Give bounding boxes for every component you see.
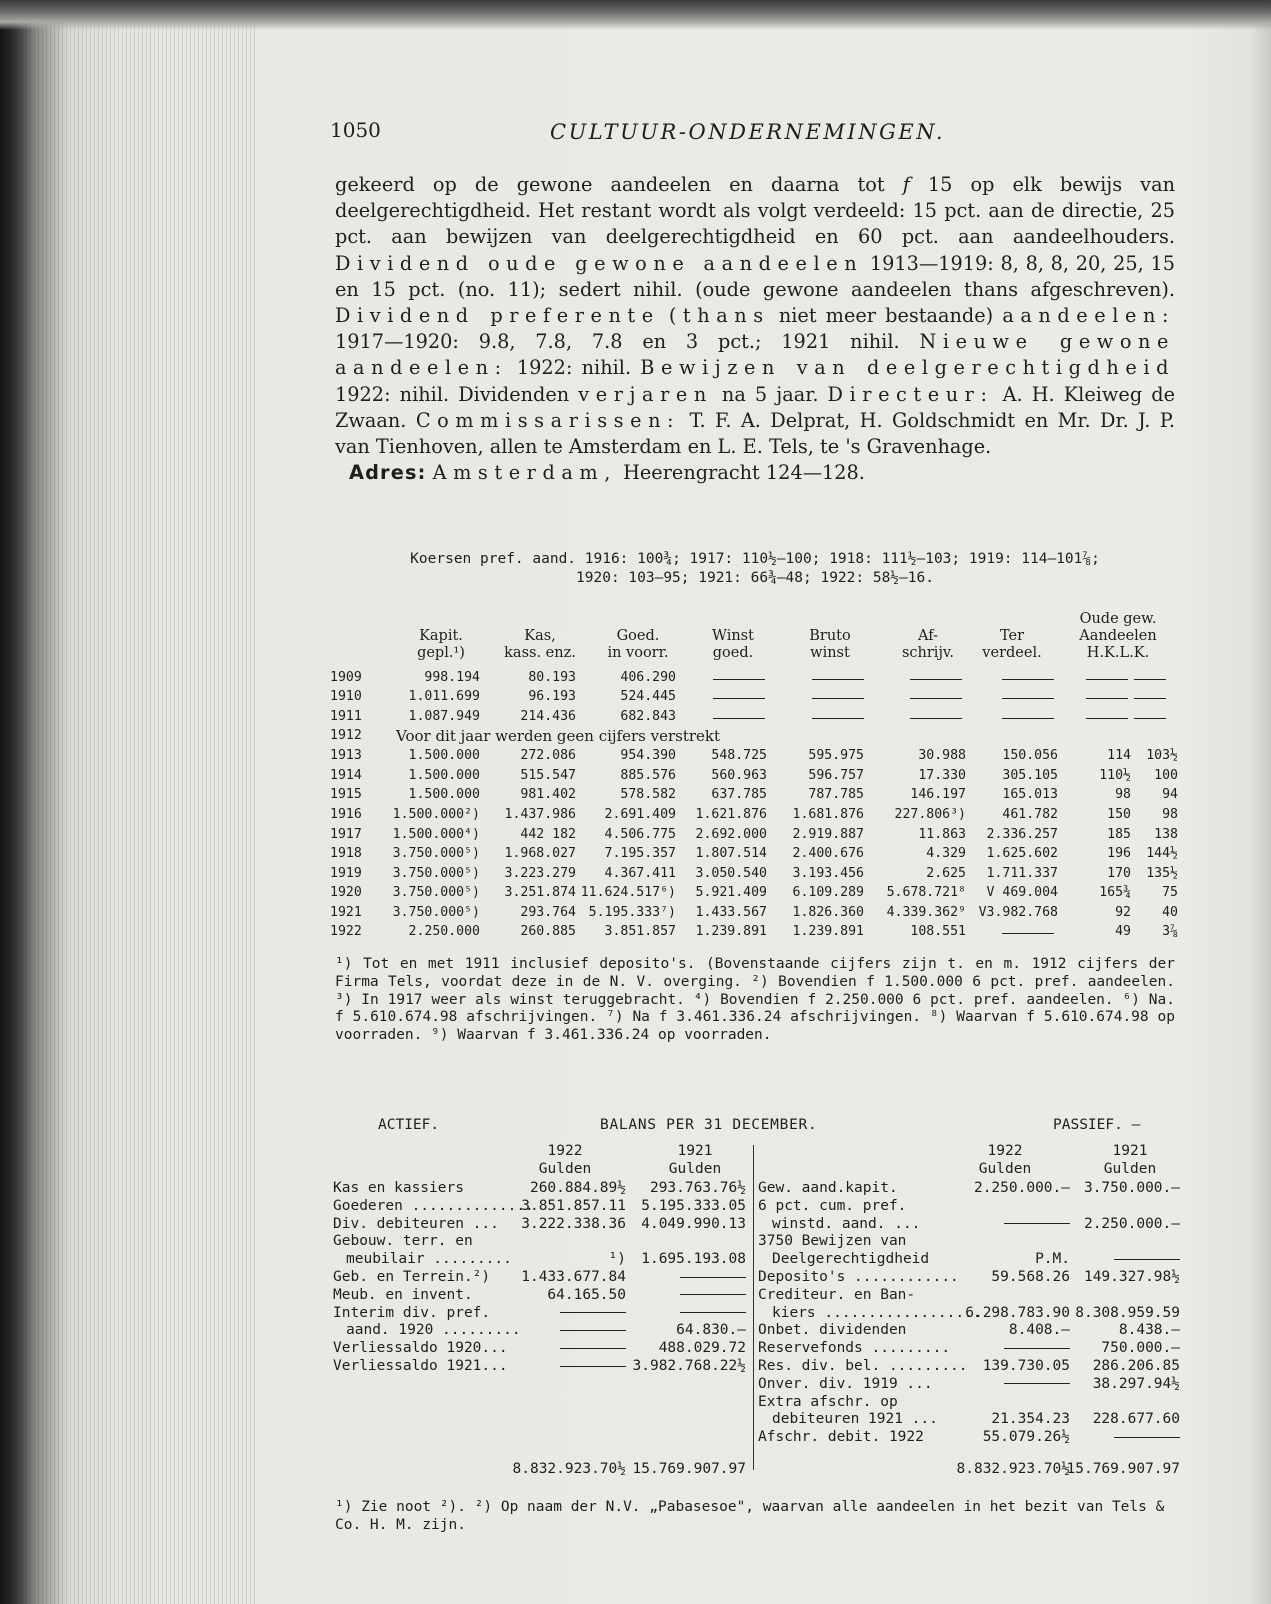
table-row: [330, 885, 1180, 904]
balans-actief-title: ACTIEF.: [378, 1117, 440, 1133]
passief-value-v1921: 38.297.94½: [1092, 1375, 1180, 1392]
actief-value-v1921: 293.763.76½: [649, 1180, 746, 1196]
cell-goed: 2.691.409: [604, 807, 676, 822]
table-row: [330, 905, 1180, 924]
table-row: [330, 748, 1180, 767]
body-paragraph: [335, 172, 1175, 486]
cell-kapit: 1.500.000: [408, 768, 480, 783]
cell-hk: 92: [1115, 905, 1131, 920]
cell-lk: 75: [1162, 885, 1178, 900]
actief-label: Verliessaldo 1921...: [333, 1358, 508, 1374]
actief-value-v1921: 64.830.—: [676, 1322, 746, 1339]
body-text-block: gekeerd op de gewone aandeelen en daarna tot f 15 op elk bewijs van deelgerechtigdheid. Het restant wordt als volgt verdeeld: 15 pct. aan de directie, 25 pct. aan bewijzen van deelgerechtigdheid en 60 pct. aan aandeelhouders. Dividend oude gewone aandeelen 1913—1919: 8, 8, 8, 20, 25, 15 en 15 pct. (no. 11); sedert nihil. (oude gewone aandeelen thans afgeschreven). Dividend preferente (thans niet meer bestaande) aandeelen: 1917—1920: 9.8, 7.8, 7.8 en 3 pct.; 1921 nihil. Nieuwe gewone aandeelen: 1922: nihil. Bewijzen van deelgerechtigdheid 1922: nihil. Dividenden verjaren na 5 jaar. Directeur: A. H. Kleiweg de Zwaan. Commissarissen: T. F. A. Delprat, H. Goldschmidt en Mr. Dr. J. P. van Tienhoven, allen te Amsterdam en L. E. Tels, te 's Gravenhage.: [335, 173, 1175, 459]
cell-bruto: 3.193.456: [792, 866, 864, 881]
passief-value-v1922: 139.730.05: [982, 1358, 1070, 1374]
passief-label: Extra afschr. op: [758, 1393, 898, 1410]
empty-cell-dash: [1086, 718, 1128, 719]
cell-goed: 7.195.357: [604, 846, 676, 861]
cell-lk: 144½: [1146, 846, 1178, 861]
table-row: [330, 924, 1180, 943]
passief-label: kiers ..................: [772, 1304, 982, 1321]
empty-cell-dash: [812, 698, 864, 699]
cell-ter: 305.105: [1002, 768, 1058, 783]
cell-hk: 150: [1107, 807, 1131, 822]
actief-label: Kas en kassiers: [333, 1180, 464, 1196]
cell-goed: 3.851.857: [604, 924, 676, 939]
cell-goed: 954.390: [620, 748, 676, 763]
cell-goed: 11.624.517⁶): [580, 885, 676, 900]
cell-year: 1913: [330, 748, 362, 763]
actief-label: Div. debiteuren ...: [333, 1215, 499, 1232]
cell-lk: 3⅞: [1162, 924, 1178, 939]
passief-label: Onver. div. 1919 ...: [758, 1375, 933, 1392]
cell-year: 1916: [330, 807, 362, 822]
cell-kapit: 3.750.000⁵): [392, 885, 480, 900]
koersen-line-1: Koersen pref. aand. 1916: 100¾; 1917: 110½—100; 1918: 111½—103; 1919: 114—101⅞;: [410, 551, 1100, 567]
cell-kapit: 3.750.000⁵): [392, 905, 480, 920]
balans-footnote: ¹) Zie noot ²). ²) Op naam der N.V. „Pabasesoe", waarvan alle aandeelen in het bezit van Tels & Co. H. M. zijn.: [335, 1499, 1165, 1533]
table-row: [330, 846, 1180, 865]
cell-goed: 885.576: [620, 768, 676, 783]
cell-winst: 560.963: [711, 768, 767, 783]
passief-value-v1922: 55.079.26½: [982, 1429, 1070, 1446]
actief-label: Meub. en invent.: [333, 1286, 473, 1303]
empty-value-dash: [942, 1340, 1070, 1358]
cell-kas: 3.251.874: [504, 885, 576, 900]
cell-kas: 272.086: [520, 748, 576, 763]
cell-winst: 1.621.876: [695, 807, 767, 822]
cell-af: 5.678.721⁸: [886, 885, 966, 900]
actief-label: Geb. en Terrein.²): [333, 1269, 491, 1285]
cell-winst: 1.807.514: [695, 846, 767, 861]
cell-kas: 3.223.279: [504, 866, 576, 881]
cell-year: 1909: [330, 670, 362, 685]
cell-bruto: 596.757: [808, 768, 864, 783]
table-row: [330, 866, 1180, 885]
cell-kapit: 1.500.000: [408, 748, 480, 763]
cell-hk: 170: [1107, 866, 1131, 881]
passief-value-v1922: P.M.: [1035, 1251, 1070, 1268]
cell-kapit: 1.500.000⁴): [392, 827, 480, 842]
table-row: [330, 689, 1180, 708]
cell-af: 146.197: [910, 787, 966, 802]
actief-value-v1922: 64.165.50: [547, 1286, 626, 1303]
cell-ter: V3.982.768: [978, 905, 1058, 920]
passief-value-v1921: 8.438.—: [1118, 1322, 1180, 1339]
cell-kapit: 1.500.000²): [392, 807, 480, 822]
passief-total-1921: 15.769.907.97: [1066, 1461, 1180, 1477]
cell-af: 17.330: [918, 768, 966, 783]
actief-value-v1922: 260.884.89½: [529, 1180, 626, 1196]
cell-af: 11.863: [918, 827, 966, 842]
balans-title: BALANS PER 31 DECEMBER.: [600, 1117, 818, 1133]
empty-cell-dash: [1002, 698, 1054, 699]
cell-ter: 461.782: [1002, 807, 1058, 822]
passief-year-1921: 1921 Gulden: [1103, 1143, 1157, 1177]
actief-label: aand. 1920 .........: [346, 1322, 521, 1339]
cell-winst: 1.239.891: [695, 924, 767, 939]
cell-af: 4.329: [926, 846, 966, 861]
empty-cell-dash: [1002, 718, 1054, 719]
cell-kas: 293.764: [520, 905, 576, 920]
table-notes: ¹) Tot en met 1911 inclusief deposito's. (Bovenstaande cijfers zijn t. en m. 1912 cijfers der Firma Tels, voordat deze in de N. V. overging. ²) Bovendien f 1.500.000 6 pct. pref. aandeelen. ³) In 1917 weer als winst teruggebracht. ⁴) Bovendien f 2.250.000 6 pct. pref. aandeelen. ⁶) Na. f 5.610.674.98 afschrijvingen. ⁷) Na f 3.461.336.24 afschrijvingen. ⁸) Waarvan f 5.610.674.98 op voorraden. ⁹) Waarvan f 3.461.336.24 op voorraden.: [335, 956, 1175, 1044]
cell-hk: 49: [1115, 924, 1131, 939]
cell-af: 227.806³): [894, 807, 966, 822]
cell-kas: 96.193: [528, 689, 576, 704]
empty-cell-dash: [910, 698, 962, 699]
cell-hk: 196: [1107, 846, 1131, 861]
cell-year: 1922: [330, 924, 362, 939]
passief-value-v1922: 59.568.26: [991, 1269, 1070, 1285]
empty-value-dash: [500, 1358, 626, 1376]
table-row: [330, 827, 1180, 846]
empty-value-dash: [628, 1305, 746, 1323]
cell-winst: 3.050.540: [695, 866, 767, 881]
cell-bruto: 6.109.289: [792, 885, 864, 900]
col-header-winst: Winst goed.: [712, 628, 754, 661]
passief-label: Reservefonds .........: [758, 1340, 951, 1357]
cell-bruto: 1.681.876: [792, 807, 864, 822]
cell-goed: 4.506.775: [604, 827, 676, 842]
actief-value-v1922: 3.222.338.36: [521, 1215, 626, 1232]
passief-value-v1922: 2.250.000.—: [973, 1180, 1070, 1196]
cell-kas: 80.193: [528, 670, 576, 685]
cell-af: 4.339.362⁹: [886, 905, 966, 920]
passief-value-v1921: 8.308.959.59: [1075, 1304, 1180, 1321]
actief-label: Gebouw. terr. en: [333, 1233, 473, 1250]
passief-year-1922: 1922 Gulden: [978, 1143, 1032, 1177]
cell-goed: 5.195.333⁷): [588, 905, 676, 920]
passief-label: winstd. aand. ...: [772, 1215, 921, 1232]
passief-value-v1921: 3.750.000.—: [1083, 1180, 1180, 1196]
empty-value-dash: [628, 1269, 746, 1287]
koersen-line-2: 1920: 103—95; 1921: 66¾—48; 1922: 58½—16.: [576, 570, 934, 586]
table-row: [330, 670, 1180, 689]
actief-value-v1922: 1.433.677.84: [521, 1269, 626, 1285]
cell-winst: 5.921.409: [695, 885, 767, 900]
empty-value-dash: [500, 1340, 626, 1358]
empty-cell-dash: [1002, 679, 1054, 680]
cell-kapit: 998.194: [424, 670, 480, 685]
table-row: [330, 787, 1180, 806]
col-header-oude-gew: Oude gew. Aandeelen H.K.L.K.: [1079, 611, 1157, 661]
empty-cell-dash: [1134, 698, 1166, 699]
cell-kas: 214.436: [520, 709, 576, 724]
empty-cell-dash: [1086, 679, 1128, 680]
cell-winst: 1.433.567: [695, 905, 767, 920]
cell-year: 1920: [330, 885, 362, 900]
passief-label: Crediteur. en Ban-: [758, 1286, 916, 1303]
cell-ter: 165.013: [1002, 787, 1058, 802]
cell-kapit: 3.750.000⁵): [392, 866, 480, 881]
cell-winst: 637.785: [711, 787, 767, 802]
cell-hk: 165¾: [1099, 885, 1131, 900]
passief-value-v1921: 2.250.000.—: [1083, 1215, 1180, 1232]
empty-value-dash: [942, 1376, 1070, 1394]
cell-goed: 406.290: [620, 670, 676, 685]
table-row: [330, 807, 1180, 826]
empty-cell-dash: [812, 679, 864, 680]
empty-cell-dash: [713, 698, 765, 699]
address-line: Adres: Amsterdam, Heerengracht 124—128.: [349, 461, 865, 485]
cell-year: 1917: [330, 827, 362, 842]
cell-year: 1911: [330, 709, 362, 724]
cell-winst: 548.725: [711, 748, 767, 763]
empty-cell-dash: [812, 718, 864, 719]
cell-bruto: 1.239.891: [792, 924, 864, 939]
empty-value-dash: [1062, 1429, 1180, 1447]
passief-value-v1921: 286.206.85: [1092, 1358, 1180, 1374]
actief-value-v1921: 3.982.768.22½: [632, 1358, 746, 1374]
page-number: 1050: [330, 118, 381, 142]
empty-value-dash: [1062, 1251, 1180, 1269]
actief-label: Interim div. pref.: [333, 1304, 491, 1321]
empty-cell-dash: [910, 679, 962, 680]
cell-kas: 1.437.986: [504, 807, 576, 822]
cell-bruto: 595.975: [808, 748, 864, 763]
cell-kas: 442 182: [520, 827, 576, 842]
cell-hk: 110½: [1099, 768, 1131, 783]
cell-lk: 94: [1162, 787, 1178, 802]
running-title: CULTUUR-ONDERNEMINGEN.: [550, 120, 946, 144]
actief-value-v1921: 1.695.193.08: [641, 1251, 746, 1268]
cell-goed: 524.445: [620, 689, 676, 704]
col-header-bruto: Bruto winst: [809, 628, 851, 661]
cell-bruto: 1.826.360: [792, 905, 864, 920]
cell-ter: 2.336.257: [986, 827, 1058, 842]
cell-goed: 682.843: [620, 709, 676, 724]
empty-cell-dash: [1134, 718, 1166, 719]
binding-shadow: [0, 0, 70, 1604]
cell-kas: 515.547: [520, 768, 576, 783]
passief-label: Gew. aand.kapit.: [758, 1180, 898, 1196]
cell-af: 108.551: [910, 924, 966, 939]
cell-goed: 578.582: [620, 787, 676, 802]
col-header-kas: Kas, kass. enz.: [504, 628, 576, 661]
actief-value-v1922: 3.851.857.11: [521, 1197, 626, 1214]
cell-goed: 4.367.411: [604, 866, 676, 881]
empty-cell-dash: [713, 679, 765, 680]
cell-year: 1919: [330, 866, 362, 881]
cell-bruto: 2.919.887: [792, 827, 864, 842]
cell-hk: 114: [1107, 748, 1131, 763]
cell-lk: 135½: [1146, 866, 1178, 881]
cell-kapit: 3.750.000⁵): [392, 846, 480, 861]
cell-lk: 138: [1154, 827, 1178, 842]
passief-value-v1922: 6.298.783.90: [965, 1304, 1070, 1321]
cell-lk: 100: [1154, 768, 1178, 783]
balans-passief-title: PASSIEF. —: [1053, 1117, 1141, 1133]
passief-value-v1922: 21.354.23: [991, 1411, 1070, 1428]
table-row: [330, 768, 1180, 787]
cell-kapit: 2.250.000: [408, 924, 480, 939]
cell-af: 2.625: [926, 866, 966, 881]
cell-year: 1921: [330, 905, 362, 920]
table-row: [330, 709, 1180, 728]
actief-total-1922: 8.832.923.70½: [512, 1461, 626, 1477]
cell-year: 1915: [330, 787, 362, 802]
passief-value-v1922: 8.408.—: [1008, 1322, 1070, 1339]
passief-value-v1921: 149.327.98½: [1083, 1269, 1180, 1285]
top-edge-shadow: [0, 0, 1271, 30]
cell-kapit: 1.011.699: [408, 689, 480, 704]
passief-value-v1921: 228.677.60: [1092, 1411, 1180, 1428]
cell-ter: 1.711.337: [986, 866, 1058, 881]
cell-year: 1910: [330, 689, 362, 704]
koersen-block: [330, 550, 1180, 588]
cell-af: 30.988: [918, 748, 966, 763]
actief-year-1921: 1921 Gulden: [668, 1143, 722, 1177]
cell-ter: 1.625.602: [986, 846, 1058, 861]
cell-winst: 2.692.000: [695, 827, 767, 842]
actief-value-v1921: 488.029.72: [658, 1340, 746, 1357]
empty-cell-dash: [713, 718, 765, 719]
passief-label: 3750 Bewijzen van: [758, 1233, 907, 1250]
cell-kapit: 1.500.000: [408, 787, 480, 802]
cell-kapit: 1.087.949: [408, 709, 480, 724]
passief-label: Deposito's ............: [758, 1269, 959, 1285]
empty-cell-dash: [1086, 698, 1128, 699]
passief-label: Deelgerechtigdheid: [772, 1251, 930, 1268]
empty-value-dash: [942, 1216, 1070, 1234]
actief-label: meubilair .........: [346, 1251, 512, 1268]
passief-total-1922: 8.832.923.70½: [956, 1461, 1070, 1477]
col-header-ter-verdeel: Ter verdeel.: [982, 628, 1042, 661]
col-header-kapit: Kapit. gepl.¹): [417, 628, 465, 661]
actief-label: Goederen ..............: [333, 1197, 534, 1214]
cell-year: 1914: [330, 768, 362, 783]
actief-value-v1922: ¹): [608, 1251, 626, 1268]
cell-bruto: 787.785: [808, 787, 864, 802]
cell-kas: 260.885: [520, 924, 576, 939]
actief-value-v1921: 4.049.990.13: [641, 1215, 746, 1232]
empty-value-dash: [500, 1322, 626, 1340]
passief-label: debiteuren 1921 ...: [772, 1411, 938, 1428]
actief-value-v1921: 5.195.333.05: [641, 1197, 746, 1214]
cell-lk: 40: [1162, 905, 1178, 920]
col-header-goed: Goed. in voorr.: [607, 628, 669, 661]
empty-cell-dash: [910, 718, 962, 719]
cell-lk: 98: [1162, 807, 1178, 822]
col-header-afschrijv: Af- schrijv.: [901, 628, 955, 661]
cell-kas: 981.402: [520, 787, 576, 802]
empty-cell-dash: [1002, 933, 1054, 934]
cell-ter: 150.056: [1002, 748, 1058, 763]
balans-divider: [753, 1145, 754, 1470]
cell-bruto: 2.400.676: [792, 846, 864, 861]
actief-total-1921: 15.769.907.97: [632, 1461, 746, 1477]
actief-label: Verliessaldo 1920...: [333, 1340, 508, 1357]
cell-kas: 1.968.027: [504, 846, 576, 861]
empty-cell-dash: [1134, 679, 1166, 680]
empty-value-dash: [500, 1305, 626, 1323]
table-row-1912: 1912 Voor dit jaar werden geen cijfers verstrekt: [330, 727, 721, 745]
cell-ter: V 469.004: [986, 885, 1058, 900]
cell-year: 1918: [330, 846, 362, 861]
actief-year-1922: 1922 Gulden: [538, 1143, 592, 1177]
passief-label: Res. div. bel. .........: [758, 1358, 968, 1374]
passief-label: 6 pct. cum. pref.: [758, 1197, 907, 1214]
cell-hk: 185: [1107, 827, 1131, 842]
passief-label: Onbet. dividenden: [758, 1322, 907, 1339]
empty-value-dash: [628, 1287, 746, 1305]
passief-value-v1921: 750.000.—: [1101, 1340, 1180, 1357]
cell-lk: 103½: [1146, 748, 1178, 763]
passief-label: Afschr. debit. 1922: [758, 1429, 924, 1446]
cell-hk: 98: [1115, 787, 1131, 802]
